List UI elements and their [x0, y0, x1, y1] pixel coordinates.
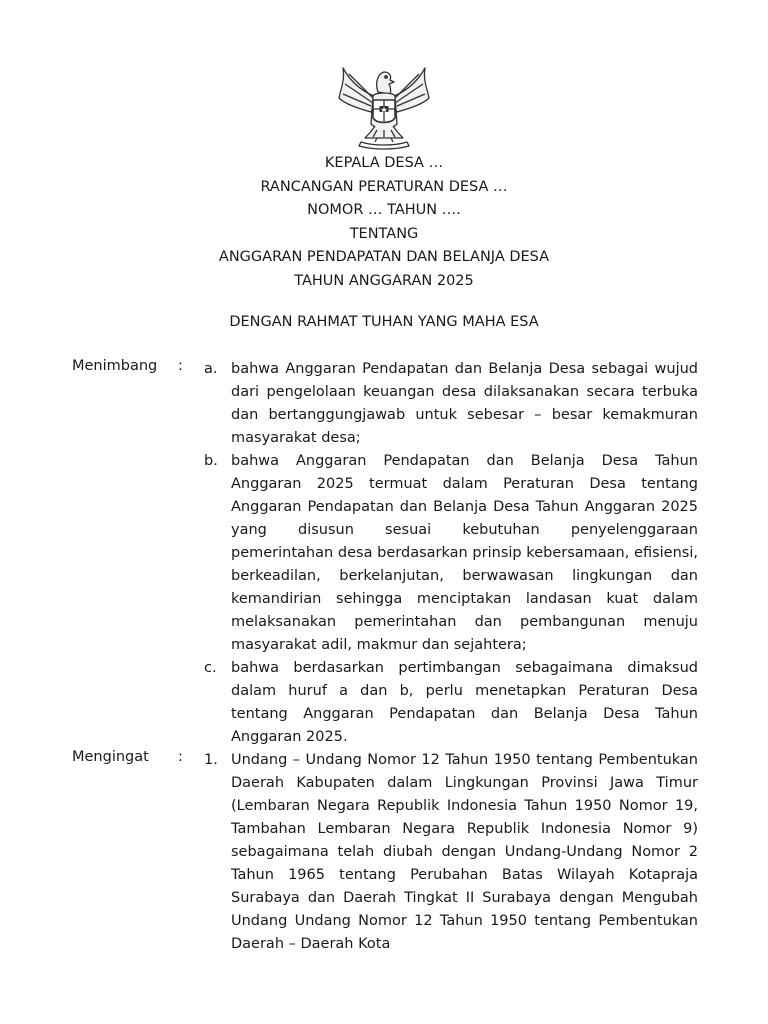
section-label: Menimbang	[72, 358, 158, 374]
budget-year: TAHUN ANGGARAN 2025	[294, 272, 474, 289]
item-text: bahwa berdasarkan pertimbangan sebagaimana dimaksud dalam huruf a dan b, perlu menetapkan Peraturan Desa tentang Anggaran Pendapatan dan Belanja Desa Tahun Anggaran 2025.	[231, 660, 698, 745]
item-marker: c.	[204, 660, 217, 676]
about-label: TENTANG	[349, 225, 419, 242]
regulation-subject: ANGGARAN PENDAPATAN DAN BELANJA DESA	[218, 249, 550, 265]
draft-regulation-title: RANCANGAN PERATURAN DESA …	[260, 178, 508, 195]
section-colon: :	[178, 358, 183, 374]
document-header	[0, 152, 768, 293]
item-text: Undang – Undang Nomor 12 Tahun 1950 tentang Pembentukan Daerah Kabupaten dalam Lingkungan Provinsi Jawa Timur (Lembaran Negara Republik Indonesia Tahun 1950 Nomor 19, Tambahan Lembaran Negara Republik Indonesia Nomor 9) sebagaimana telah diubah dengan Undang-Undang Nomor 2 Tahun 1965 tentang Perubahan Batas Wilayah Kotapraja Surabaya dan Daerah Tingkat II Surabaya dengan Mengubah Undang Undang Nomor 12 Tahun 1950 tentang Pembentukan Daerah – Daerah Kota	[231, 752, 698, 952]
section-label: Mengingat	[72, 749, 149, 765]
item-marker: 1.	[204, 752, 218, 768]
section-colon: :	[178, 749, 183, 765]
list-item	[204, 450, 698, 657]
preamble-greeting: DENGAN RAHMAT TUHAN YANG MAHA ESA	[229, 314, 539, 330]
list-item	[204, 358, 698, 450]
item-marker: a.	[204, 361, 218, 377]
garuda-emblem-icon	[331, 58, 437, 150]
list-item	[204, 749, 698, 956]
regulator-title: KEPALA DESA …	[324, 155, 444, 171]
regulation-number: NOMOR … TAHUN ….	[307, 202, 461, 218]
item-text: bahwa Anggaran Pendapatan dan Belanja Desa sebagai wujud dari pengelolaan keuangan desa dilaksanakan secara terbuka dan bertanggungjawab untuk sebesar – besar kemakmuran masyarakat desa;	[231, 361, 698, 446]
list-item	[204, 657, 698, 749]
item-text: bahwa Anggaran Pendapatan dan Belanja Desa Tahun Anggaran 2025 termuat dalam Peraturan Desa tentang Anggaran Pendapatan dan Belanja Desa Tahun Anggaran 2025 yang disusun sesuai kebutuhan penyelenggaraan pemerintahan desa berdasarkan prinsip kebersamaan, efisiensi, berkeadilan, berkelanjutan, berwawasan lingkungan dan kemandirian sehingga menciptakan landasan kuat dalam melaksanakan pemerintahan dan pembangunan menuju masyarakat adil, makmur dan sejahtera;	[231, 453, 698, 653]
item-marker: b.	[204, 453, 218, 469]
